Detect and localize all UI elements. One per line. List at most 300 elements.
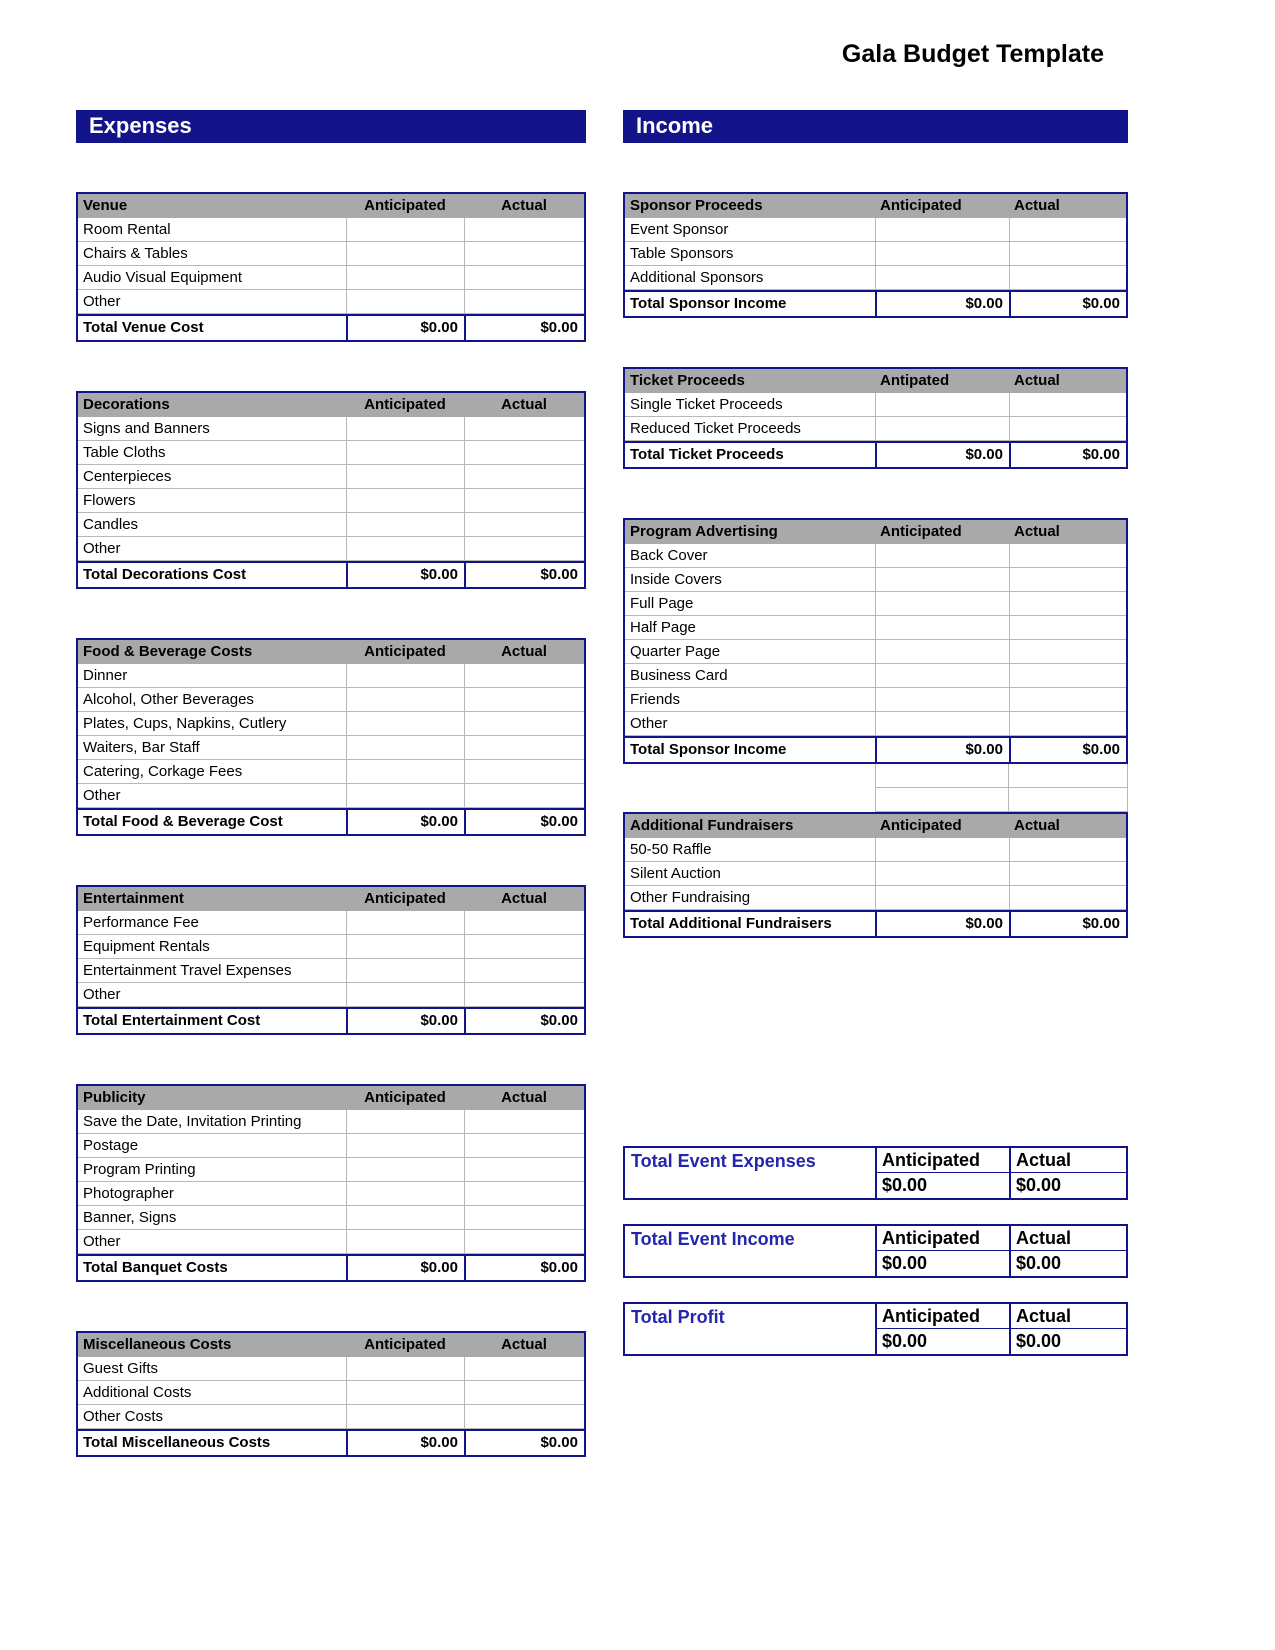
row-label: Performance Fee bbox=[78, 911, 346, 935]
table-row bbox=[78, 664, 584, 688]
table-row bbox=[78, 784, 584, 808]
table-row bbox=[78, 489, 584, 513]
table-row bbox=[78, 537, 584, 561]
actual-amount-cell bbox=[1009, 664, 1126, 688]
total-label: Total Food & Beverage Cost bbox=[83, 813, 283, 830]
blank-row bbox=[623, 788, 1128, 812]
anticipated-amount-cell bbox=[346, 1381, 464, 1405]
summary-anticipated-header: Anticipated bbox=[877, 1304, 1009, 1329]
actual-column-header: Actual bbox=[1014, 197, 1060, 214]
anticipated-amount-cell bbox=[346, 489, 464, 513]
summary-actual-header: Actual bbox=[1009, 1148, 1126, 1173]
income-banner: Income bbox=[623, 110, 1128, 143]
total-label: Total Sponsor Income bbox=[630, 295, 787, 312]
row-label: Inside Covers bbox=[625, 568, 875, 592]
table-header bbox=[78, 393, 584, 417]
table-row bbox=[625, 616, 1126, 640]
anticipated-amount-cell bbox=[346, 983, 464, 1007]
table-title: Miscellaneous Costs bbox=[83, 1336, 232, 1353]
total-label: Total Banquet Costs bbox=[83, 1259, 228, 1276]
row-label: 50-50 Raffle bbox=[625, 838, 875, 862]
row-label: Signs and Banners bbox=[78, 417, 346, 441]
anticipated-amount-cell bbox=[346, 242, 464, 266]
table-food-beverage-costs bbox=[76, 638, 586, 836]
table-row bbox=[78, 513, 584, 537]
row-label: Other bbox=[78, 1230, 346, 1254]
anticipated-amount-cell bbox=[346, 760, 464, 784]
actual-amount-cell bbox=[464, 441, 584, 465]
summary-actual-header: Actual bbox=[1009, 1226, 1126, 1251]
table-header bbox=[625, 194, 1126, 218]
total-row bbox=[78, 314, 584, 340]
table-venue bbox=[76, 192, 586, 342]
anticipated-amount-cell bbox=[346, 1110, 464, 1134]
table-row bbox=[78, 760, 584, 784]
total-actual-value: $0.00 bbox=[464, 1009, 584, 1033]
row-label: Banner, Signs bbox=[78, 1206, 346, 1230]
anticipated-amount-cell bbox=[875, 242, 1009, 266]
row-label: Candles bbox=[78, 513, 346, 537]
actual-amount-cell bbox=[464, 513, 584, 537]
table-row bbox=[78, 465, 584, 489]
table-program-advertising bbox=[623, 518, 1128, 764]
table-row bbox=[78, 417, 584, 441]
row-label: Save the Date, Invitation Printing bbox=[78, 1110, 346, 1134]
table-row bbox=[625, 688, 1126, 712]
row-label: Other bbox=[78, 784, 346, 808]
anticipated-amount-cell bbox=[346, 465, 464, 489]
row-label: Photographer bbox=[78, 1182, 346, 1206]
actual-amount-cell bbox=[464, 242, 584, 266]
row-label: Other bbox=[625, 712, 875, 736]
table-header bbox=[625, 369, 1126, 393]
actual-amount-cell bbox=[1009, 592, 1126, 616]
table-row bbox=[625, 417, 1126, 441]
table-row bbox=[78, 736, 584, 760]
row-label: Catering, Corkage Fees bbox=[78, 760, 346, 784]
actual-amount-cell bbox=[1009, 242, 1126, 266]
table-row bbox=[625, 712, 1126, 736]
table-title: Ticket Proceeds bbox=[630, 372, 745, 389]
anticipated-column-header: Anticipated bbox=[364, 1089, 446, 1106]
income-tables bbox=[623, 192, 1128, 938]
anticipated-amount-cell bbox=[346, 736, 464, 760]
actual-amount-cell bbox=[464, 465, 584, 489]
anticipated-column-header: Anticipated bbox=[364, 197, 446, 214]
blank-actual-cell bbox=[1009, 764, 1128, 788]
total-actual-value: $0.00 bbox=[464, 1256, 584, 1280]
total-anticipated-value: $0.00 bbox=[875, 443, 1009, 467]
anticipated-amount-cell bbox=[875, 688, 1009, 712]
anticipated-amount-cell bbox=[346, 441, 464, 465]
row-label: Other Costs bbox=[78, 1405, 346, 1429]
actual-amount-cell bbox=[1009, 886, 1126, 910]
actual-amount-cell bbox=[1009, 417, 1126, 441]
actual-amount-cell bbox=[1009, 266, 1126, 290]
anticipated-amount-cell bbox=[346, 1134, 464, 1158]
anticipated-amount-cell bbox=[875, 640, 1009, 664]
total-label: Total Sponsor Income bbox=[630, 741, 787, 758]
summary-anticipated-value: $0.00 bbox=[882, 1253, 928, 1273]
anticipated-amount-cell bbox=[875, 664, 1009, 688]
table-title: Program Advertising bbox=[630, 523, 778, 540]
actual-amount-cell bbox=[1009, 688, 1126, 712]
row-label: Dinner bbox=[78, 664, 346, 688]
row-label: Centerpieces bbox=[78, 465, 346, 489]
summary-total-event-expenses bbox=[623, 1146, 1128, 1200]
summary-anticipated-header: Anticipated bbox=[877, 1226, 1009, 1251]
anticipated-amount-cell bbox=[346, 1182, 464, 1206]
actual-amount-cell bbox=[1009, 218, 1126, 242]
actual-amount-cell bbox=[1009, 838, 1126, 862]
actual-column-header: Actual bbox=[501, 643, 547, 660]
anticipated-amount-cell bbox=[346, 688, 464, 712]
table-ticket-proceeds bbox=[623, 367, 1128, 469]
actual-amount-cell bbox=[1009, 544, 1126, 568]
anticipated-amount-cell bbox=[875, 218, 1009, 242]
anticipated-amount-cell bbox=[346, 712, 464, 736]
row-label: Quarter Page bbox=[625, 640, 875, 664]
actual-column-header: Actual bbox=[501, 396, 547, 413]
actual-column-header: Actual bbox=[501, 1089, 547, 1106]
table-title: Venue bbox=[83, 197, 128, 214]
row-label: Silent Auction bbox=[625, 862, 875, 886]
table-row bbox=[625, 862, 1126, 886]
actual-amount-cell bbox=[464, 760, 584, 784]
row-label: Chairs & Tables bbox=[78, 242, 346, 266]
actual-amount-cell bbox=[1009, 568, 1126, 592]
row-label: Reduced Ticket Proceeds bbox=[625, 417, 875, 441]
row-label: Single Ticket Proceeds bbox=[625, 393, 875, 417]
table-header bbox=[78, 194, 584, 218]
total-actual-value: $0.00 bbox=[1009, 738, 1126, 762]
total-row bbox=[78, 1007, 584, 1033]
total-row bbox=[625, 290, 1126, 316]
anticipated-column-header: Anticipated bbox=[880, 197, 962, 214]
actual-amount-cell bbox=[464, 1134, 584, 1158]
actual-amount-cell bbox=[464, 218, 584, 242]
anticipated-amount-cell bbox=[875, 838, 1009, 862]
actual-amount-cell bbox=[464, 664, 584, 688]
actual-amount-cell bbox=[464, 290, 584, 314]
table-row bbox=[625, 838, 1126, 862]
table-row bbox=[625, 266, 1126, 290]
anticipated-amount-cell bbox=[346, 1405, 464, 1429]
table-row bbox=[78, 911, 584, 935]
total-label: Total Miscellaneous Costs bbox=[83, 1434, 271, 1451]
total-actual-value: $0.00 bbox=[464, 316, 584, 340]
table-row bbox=[78, 1182, 584, 1206]
total-row bbox=[625, 736, 1126, 762]
table-row bbox=[625, 218, 1126, 242]
blank-anticipated-cell bbox=[875, 764, 1009, 788]
row-label: Other Fundraising bbox=[625, 886, 875, 910]
actual-amount-cell bbox=[464, 959, 584, 983]
anticipated-amount-cell bbox=[346, 935, 464, 959]
anticipated-amount-cell bbox=[875, 886, 1009, 910]
table-header bbox=[625, 814, 1126, 838]
anticipated-amount-cell bbox=[346, 417, 464, 441]
anticipated-amount-cell bbox=[346, 1357, 464, 1381]
actual-amount-cell bbox=[464, 1230, 584, 1254]
table-header bbox=[78, 1333, 584, 1357]
actual-amount-cell bbox=[464, 911, 584, 935]
anticipated-amount-cell bbox=[346, 911, 464, 935]
row-label: Guest Gifts bbox=[78, 1357, 346, 1381]
row-label: Room Rental bbox=[78, 218, 346, 242]
total-anticipated-value: $0.00 bbox=[346, 563, 464, 587]
anticipated-amount-cell bbox=[346, 784, 464, 808]
total-anticipated-value: $0.00 bbox=[346, 810, 464, 834]
anticipated-column-header: Antipated bbox=[880, 372, 950, 389]
actual-column-header: Actual bbox=[1014, 817, 1060, 834]
blank-row bbox=[623, 764, 1128, 788]
row-label: Back Cover bbox=[625, 544, 875, 568]
table-row bbox=[78, 1357, 584, 1381]
total-anticipated-value: $0.00 bbox=[875, 912, 1009, 936]
table-row bbox=[78, 266, 584, 290]
anticipated-amount-cell bbox=[875, 862, 1009, 886]
table-row bbox=[625, 592, 1126, 616]
total-label: Total Decorations Cost bbox=[83, 566, 247, 583]
two-column-layout bbox=[76, 110, 1128, 1457]
row-label: Program Printing bbox=[78, 1158, 346, 1182]
total-anticipated-value: $0.00 bbox=[346, 1431, 464, 1455]
total-row bbox=[78, 1254, 584, 1280]
table-entertainment bbox=[76, 885, 586, 1035]
actual-amount-cell bbox=[464, 1110, 584, 1134]
summary-anticipated-value: $0.00 bbox=[882, 1175, 928, 1195]
row-label: Table Sponsors bbox=[625, 242, 875, 266]
total-anticipated-value: $0.00 bbox=[346, 316, 464, 340]
total-actual-value: $0.00 bbox=[464, 563, 584, 587]
summary-boxes bbox=[623, 1146, 1128, 1356]
table-title: Entertainment bbox=[83, 890, 184, 907]
total-label: Total Venue Cost bbox=[83, 319, 204, 336]
actual-amount-cell bbox=[464, 688, 584, 712]
summary-grid bbox=[877, 1148, 1126, 1198]
anticipated-amount-cell bbox=[346, 664, 464, 688]
summary-total-profit bbox=[623, 1302, 1128, 1356]
income-column bbox=[623, 110, 1128, 1457]
anticipated-amount-cell bbox=[875, 544, 1009, 568]
table-row bbox=[78, 1230, 584, 1254]
actual-amount-cell bbox=[1009, 616, 1126, 640]
row-label: Full Page bbox=[625, 592, 875, 616]
page bbox=[76, 0, 1128, 1457]
total-row bbox=[78, 1429, 584, 1455]
table-title: Publicity bbox=[83, 1089, 146, 1106]
table-row bbox=[78, 959, 584, 983]
table-sponsor-proceeds bbox=[623, 192, 1128, 318]
table-title: Sponsor Proceeds bbox=[630, 197, 763, 214]
table-row bbox=[78, 242, 584, 266]
table-publicity bbox=[76, 1084, 586, 1282]
summary-label: Total Profit bbox=[625, 1304, 877, 1354]
table-row bbox=[625, 886, 1126, 910]
total-anticipated-value: $0.00 bbox=[875, 292, 1009, 316]
anticipated-amount-cell bbox=[875, 592, 1009, 616]
actual-amount-cell bbox=[1009, 393, 1126, 417]
actual-amount-cell bbox=[464, 1206, 584, 1230]
total-row bbox=[78, 561, 584, 587]
expense-tables bbox=[76, 192, 586, 1457]
anticipated-column-header: Anticipated bbox=[880, 817, 962, 834]
total-actual-value: $0.00 bbox=[1009, 912, 1126, 936]
table-row bbox=[78, 218, 584, 242]
total-label: Total Additional Fundraisers bbox=[630, 915, 832, 932]
anticipated-amount-cell bbox=[346, 1230, 464, 1254]
anticipated-amount-cell bbox=[875, 417, 1009, 441]
row-label: Equipment Rentals bbox=[78, 935, 346, 959]
row-label: Flowers bbox=[78, 489, 346, 513]
total-anticipated-value: $0.00 bbox=[346, 1009, 464, 1033]
summary-total-event-income bbox=[623, 1224, 1128, 1278]
table-row bbox=[625, 242, 1126, 266]
table-row bbox=[78, 1381, 584, 1405]
table-header bbox=[78, 887, 584, 911]
anticipated-amount-cell bbox=[346, 537, 464, 561]
table-row bbox=[625, 640, 1126, 664]
summary-anticipated-value: $0.00 bbox=[882, 1331, 928, 1351]
total-label: Total Entertainment Cost bbox=[83, 1012, 261, 1029]
total-anticipated-value: $0.00 bbox=[346, 1256, 464, 1280]
anticipated-amount-cell bbox=[875, 616, 1009, 640]
actual-amount-cell bbox=[464, 712, 584, 736]
table-header bbox=[78, 1086, 584, 1110]
anticipated-amount-cell bbox=[875, 568, 1009, 592]
table-row bbox=[78, 688, 584, 712]
actual-amount-cell bbox=[464, 1381, 584, 1405]
total-actual-value: $0.00 bbox=[1009, 292, 1126, 316]
anticipated-amount-cell bbox=[346, 1206, 464, 1230]
table-row bbox=[78, 1110, 584, 1134]
total-actual-value: $0.00 bbox=[464, 810, 584, 834]
row-label: Alcohol, Other Beverages bbox=[78, 688, 346, 712]
anticipated-column-header: Anticipated bbox=[364, 890, 446, 907]
row-label: Business Card bbox=[625, 664, 875, 688]
actual-amount-cell bbox=[464, 417, 584, 441]
row-label: Plates, Cups, Napkins, Cutlery bbox=[78, 712, 346, 736]
anticipated-amount-cell bbox=[346, 290, 464, 314]
actual-amount-cell bbox=[464, 1158, 584, 1182]
actual-amount-cell bbox=[1009, 862, 1126, 886]
actual-column-header: Actual bbox=[501, 890, 547, 907]
summary-grid bbox=[877, 1304, 1126, 1354]
page-header bbox=[76, 0, 1128, 110]
table-row bbox=[78, 1158, 584, 1182]
actual-amount-cell bbox=[464, 537, 584, 561]
anticipated-amount-cell bbox=[875, 712, 1009, 736]
row-label: Event Sponsor bbox=[625, 218, 875, 242]
summary-actual-value: $0.00 bbox=[1009, 1251, 1126, 1276]
table-additional-fundraisers bbox=[623, 812, 1128, 938]
actual-amount-cell bbox=[464, 983, 584, 1007]
table-row bbox=[625, 664, 1126, 688]
blank-cells-region bbox=[623, 764, 1128, 812]
row-label: Friends bbox=[625, 688, 875, 712]
table-row bbox=[625, 393, 1126, 417]
actual-column-header: Actual bbox=[1014, 523, 1060, 540]
actual-column-header: Actual bbox=[1014, 372, 1060, 389]
actual-amount-cell bbox=[464, 736, 584, 760]
table-decorations bbox=[76, 391, 586, 589]
total-row bbox=[78, 808, 584, 834]
table-row bbox=[78, 935, 584, 959]
table-row bbox=[625, 544, 1126, 568]
table-row bbox=[78, 712, 584, 736]
actual-amount-cell bbox=[464, 1357, 584, 1381]
summary-label: Total Event Income bbox=[625, 1226, 877, 1276]
actual-amount-cell bbox=[464, 1405, 584, 1429]
table-title: Food & Beverage Costs bbox=[83, 643, 253, 660]
table-title: Additional Fundraisers bbox=[630, 817, 794, 834]
anticipated-amount-cell bbox=[346, 513, 464, 537]
table-row bbox=[78, 1134, 584, 1158]
total-label: Total Ticket Proceeds bbox=[630, 446, 784, 463]
total-actual-value: $0.00 bbox=[1009, 443, 1126, 467]
blank-anticipated-cell bbox=[875, 788, 1009, 812]
anticipated-amount-cell bbox=[875, 266, 1009, 290]
table-row bbox=[78, 1206, 584, 1230]
actual-amount-cell bbox=[464, 784, 584, 808]
table-miscellaneous-costs bbox=[76, 1331, 586, 1457]
actual-amount-cell bbox=[464, 266, 584, 290]
table-title: Decorations bbox=[83, 396, 170, 413]
anticipated-amount-cell bbox=[875, 393, 1009, 417]
table-row bbox=[78, 983, 584, 1007]
row-label: Additional Costs bbox=[78, 1381, 346, 1405]
row-label: Waiters, Bar Staff bbox=[78, 736, 346, 760]
actual-column-header: Actual bbox=[501, 1336, 547, 1353]
summary-actual-header: Actual bbox=[1009, 1304, 1126, 1329]
total-actual-value: $0.00 bbox=[464, 1431, 584, 1455]
actual-amount-cell bbox=[464, 489, 584, 513]
row-label: Postage bbox=[78, 1134, 346, 1158]
anticipated-column-header: Anticipated bbox=[364, 643, 446, 660]
anticipated-amount-cell bbox=[346, 266, 464, 290]
expenses-column bbox=[76, 110, 586, 1457]
table-row bbox=[78, 441, 584, 465]
summary-actual-value: $0.00 bbox=[1009, 1173, 1126, 1198]
anticipated-column-header: Anticipated bbox=[880, 523, 962, 540]
actual-amount-cell bbox=[464, 935, 584, 959]
page-title: Gala Budget Template bbox=[841, 40, 1104, 68]
row-label: Entertainment Travel Expenses bbox=[78, 959, 346, 983]
actual-amount-cell bbox=[1009, 712, 1126, 736]
anticipated-amount-cell bbox=[346, 959, 464, 983]
blank-actual-cell bbox=[1009, 788, 1128, 812]
actual-amount-cell bbox=[1009, 640, 1126, 664]
expenses-banner: Expenses bbox=[76, 110, 586, 143]
anticipated-column-header: Anticipated bbox=[364, 396, 446, 413]
table-header bbox=[625, 520, 1126, 544]
anticipated-amount-cell bbox=[346, 218, 464, 242]
summary-label: Total Event Expenses bbox=[625, 1148, 877, 1198]
total-anticipated-value: $0.00 bbox=[875, 738, 1009, 762]
row-label: Other bbox=[78, 290, 346, 314]
summary-actual-value: $0.00 bbox=[1009, 1329, 1126, 1354]
row-label: Audio Visual Equipment bbox=[78, 266, 346, 290]
table-header bbox=[78, 640, 584, 664]
row-label: Additional Sponsors bbox=[625, 266, 875, 290]
row-label: Other bbox=[78, 537, 346, 561]
total-row bbox=[625, 910, 1126, 936]
table-row bbox=[78, 1405, 584, 1429]
actual-amount-cell bbox=[464, 1182, 584, 1206]
anticipated-amount-cell bbox=[346, 1158, 464, 1182]
summary-grid bbox=[877, 1226, 1126, 1276]
